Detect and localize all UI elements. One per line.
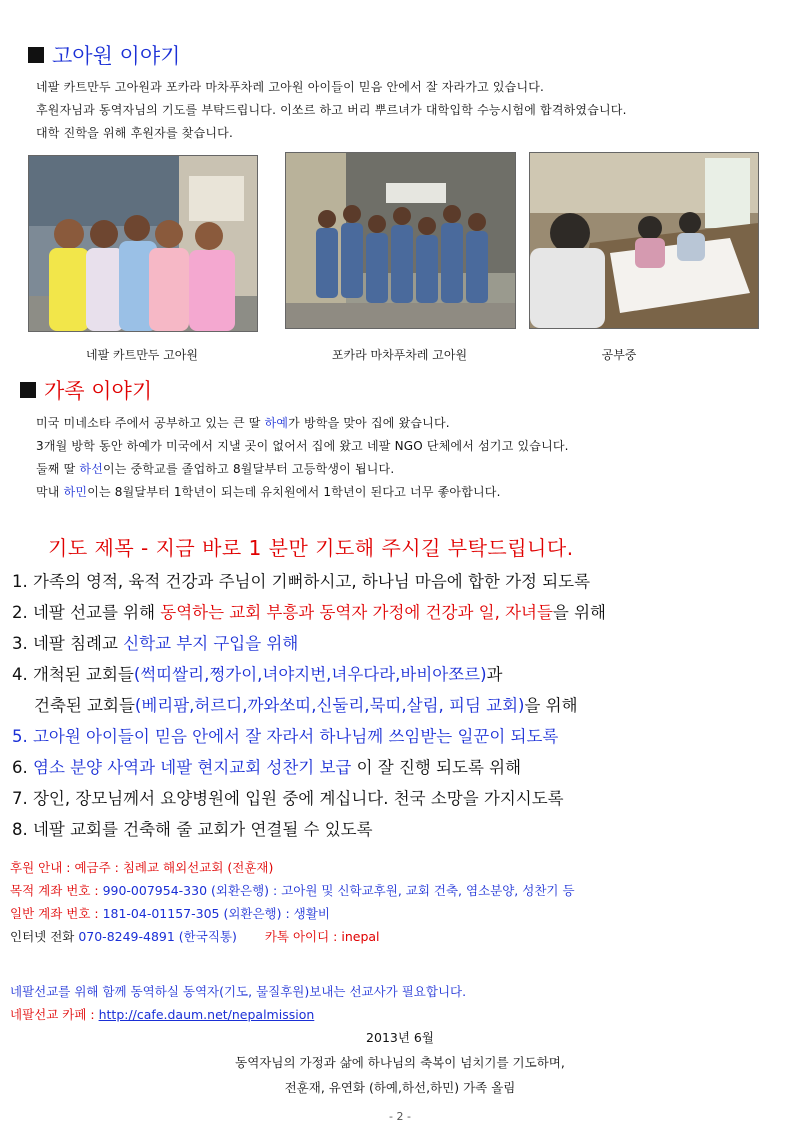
- support-line-4: 인터넷 전화 070-8249-4891 (한국직통) 카톡 아이디 : inepal: [10, 929, 380, 944]
- prayer-item-5: 5. 고아원 아이들이 믿음 안에서 잘 자라서 하나님께 쓰임받는 일꾼이 되도록: [12, 727, 559, 746]
- support-info: [10, 856, 790, 948]
- square-bullet-icon: [20, 382, 36, 398]
- caption-studying: 공부중: [601, 348, 637, 362]
- orphanage-heading: [28, 40, 180, 70]
- orphanage-line: 후원자님과 동역자님의 기도를 부탁드립니다. 이쏘르 하고 버리 뿌르녀가 대학입학 수능시험에 합격하였습니다.: [36, 103, 627, 117]
- prayer-item-4: 4. 개척된 교회들(썩띠쌀리,쩡가이,녀야지번,녀우다라,바비아쪼르)과: [12, 665, 503, 684]
- blessing: 동역자님의 가정과 삶에 하나님의 축복이 넘치기를 기도하며,: [235, 1055, 565, 1070]
- prayer-item-8: 8. 네팔 교회를 건축해 줄 교회가 연결될 수 있도록: [12, 820, 373, 839]
- studying-photo: [529, 152, 759, 329]
- cafe-line: 네팔선교 카페 : http://cafe.daum.net/nepalmission: [10, 1007, 315, 1022]
- family-line-4: 막내 하민이는 8월달부터 1학년이 되는데 유치원에서 1학년이 된다고 너무 좋아합니다.: [36, 485, 501, 499]
- support-line-3: 일반 계좌 번호 : 181-04-01157-305 (외환은행) : 생활비: [10, 906, 330, 921]
- kathmandu-orphanage-photo: [28, 155, 258, 332]
- signature: 전훈재, 유연화 (하예,하선,하민) 가족 올림: [284, 1080, 516, 1095]
- prayer-item-2: 2. 네팔 선교를 위해 동역하는 교회 부흥과 동역자 가정에 건강과 일, 자녀들을 위해: [12, 603, 606, 622]
- caption-kathmandu: 네팔 카트만두 고아원: [86, 348, 198, 362]
- page-number: - 2 -: [389, 1110, 411, 1123]
- family-heading: [20, 375, 152, 405]
- orphanage-text: [36, 76, 776, 145]
- date: 2013년 6월: [366, 1030, 434, 1045]
- family-line-1: 미국 미네소타 주에서 공부하고 있는 큰 딸 하예가 방학을 맞아 집에 왔습니다.: [36, 416, 450, 430]
- family-heading-text: 가족 이야기: [44, 379, 153, 403]
- name-hamin: 하민: [63, 485, 88, 499]
- name-haseon: 하선: [79, 462, 103, 476]
- support-line-1: 후원 안내 : 예금주 : 침례교 해외선교회 (전훈재): [10, 860, 274, 875]
- prayer-item-4-cont: 건축된 교회들(베리팜,허르디,까와쏘띠,신둘리,묵띠,살림, 피딤 교회)을 위해: [34, 696, 578, 715]
- closing: [0, 1025, 800, 1100]
- square-bullet-icon: [28, 47, 44, 63]
- orphanage-heading-text: 고아원 이야기: [52, 44, 181, 68]
- prayer-item-1: 1. 가족의 영적, 육적 건강과 주님이 기뻐하시고, 하나님 마음에 합한 가정 되도록: [12, 572, 591, 591]
- orphanage-line: 대학 진학을 위해 후원자를 찾습니다.: [36, 126, 233, 140]
- recruit-notice: [10, 980, 790, 1026]
- prayer-item-3: 3. 네팔 침례교 신학교 부지 구입을 위해: [12, 634, 299, 653]
- family-line-2: 3개월 방학 동안 하예가 미국에서 지낼 곳이 없어서 집에 왔고 네팔 NGO 단체에서 섬기고 있습니다.: [36, 439, 569, 453]
- cafe-link[interactable]: http://cafe.daum.net/nepalmission: [98, 1007, 315, 1022]
- pokhara-orphanage-photo: [285, 152, 516, 329]
- recruit-line: 네팔선교를 위해 함께 동역하실 동역자(기도, 물질후원)보내는 선교사가 필요합니다.: [10, 984, 467, 999]
- prayer-title: 기도 제목 - 지금 바로 1 분만 기도해 주시길 부탁드립니다.: [48, 536, 574, 560]
- prayer-item-7: 7. 장인, 장모님께서 요양병원에 입원 중에 계십니다. 천국 소망을 가지시도록: [12, 789, 564, 808]
- prayer-item-6: 6. 염소 분양 사역과 네팔 현지교회 성찬기 보급 이 잘 진행 되도록 위해: [12, 758, 522, 777]
- caption-pokhara: 포카라 마차푸차레 고아원: [331, 348, 468, 362]
- family-line-3: 둘째 딸 하선이는 중학교를 졸업하고 8월달부터 고등학생이 됩니다.: [36, 462, 395, 476]
- family-text: [36, 412, 786, 504]
- name-haye: 하예: [264, 416, 289, 430]
- orphanage-line: 네팔 카트만두 고아원과 포카라 마차푸차레 고아원 아이들이 믿음 안에서 잘 자라가고 있습니다.: [36, 80, 545, 94]
- prayer-list: [12, 566, 792, 845]
- support-line-2: 목적 계좌 번호 : 990-007954-330 (외환은행) : 고아원 및 신학교후원, 교회 건축, 염소분양, 성찬기 등: [10, 883, 575, 898]
